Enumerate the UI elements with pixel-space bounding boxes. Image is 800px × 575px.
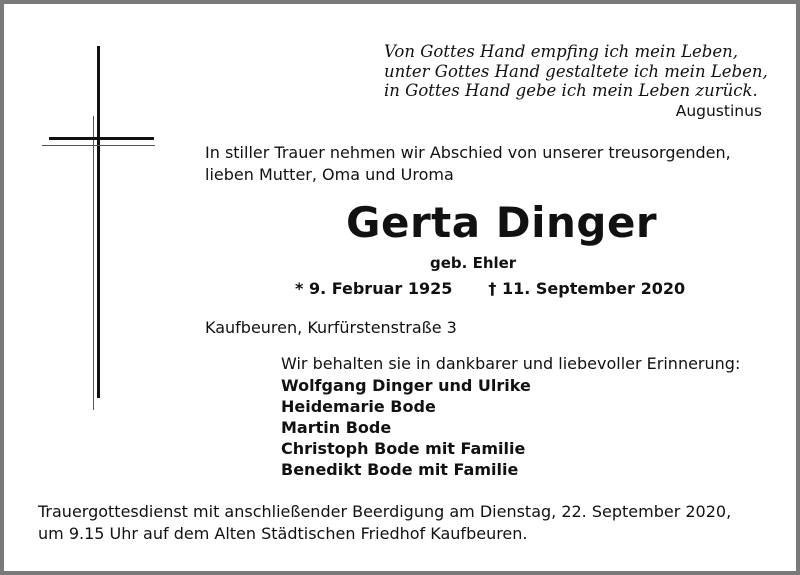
service-line: Trauergottesdienst mit anschließender Beerdigung am Dienstag, 22. September 2020, (38, 502, 732, 521)
intro-line: In stiller Trauer nehmen wir Abschied von unserer treusorgenden, (205, 143, 731, 162)
cross-horizontal-beam (49, 137, 154, 140)
death-date: † 11. September 2020 (488, 279, 686, 298)
deceased-name: Gerta Dinger (346, 198, 658, 247)
motto-quote (384, 42, 772, 101)
motto-line: Von Gottes Hand empfing ich mein Leben, (384, 42, 739, 61)
cross-horizontal-shadow (42, 145, 155, 146)
mourner-name: Martin Bode (281, 418, 392, 437)
intro-text (205, 142, 775, 186)
motto-line: in Gottes Hand gebe ich mein Leben zurück. (384, 81, 758, 100)
intro-line: lieben Mutter, Oma und Uroma (205, 165, 454, 184)
residence: Kaufbeuren, Kurfürstenstraße 3 (205, 318, 457, 337)
mourners-block (281, 353, 781, 480)
mourners-list (281, 375, 781, 480)
life-dates (295, 278, 685, 300)
birth-name: geb. Ehler (430, 254, 517, 272)
mourner-name: Heidemarie Bode (281, 397, 436, 416)
motto-line: unter Gottes Hand gestaltete ich mein Leben, (384, 61, 768, 81)
mourner-name: Christoph Bode mit Familie (281, 439, 526, 458)
cross-vertical-shadow (93, 116, 94, 410)
mourners-lead: Wir behalten sie in dankbarer und liebevoller Erinnerung: (281, 354, 741, 373)
funeral-service-info (38, 501, 783, 545)
mourner-name: Wolfgang Dinger und Ulrike (281, 376, 531, 395)
birth-date: * 9. Februar 1925 (295, 279, 453, 298)
service-line: um 9.15 Uhr auf dem Alten Städtischen Friedhof Kaufbeuren. (38, 524, 528, 543)
motto-author: Augustinus (675, 102, 762, 120)
mourner-name: Benedikt Bode mit Familie (281, 460, 519, 479)
